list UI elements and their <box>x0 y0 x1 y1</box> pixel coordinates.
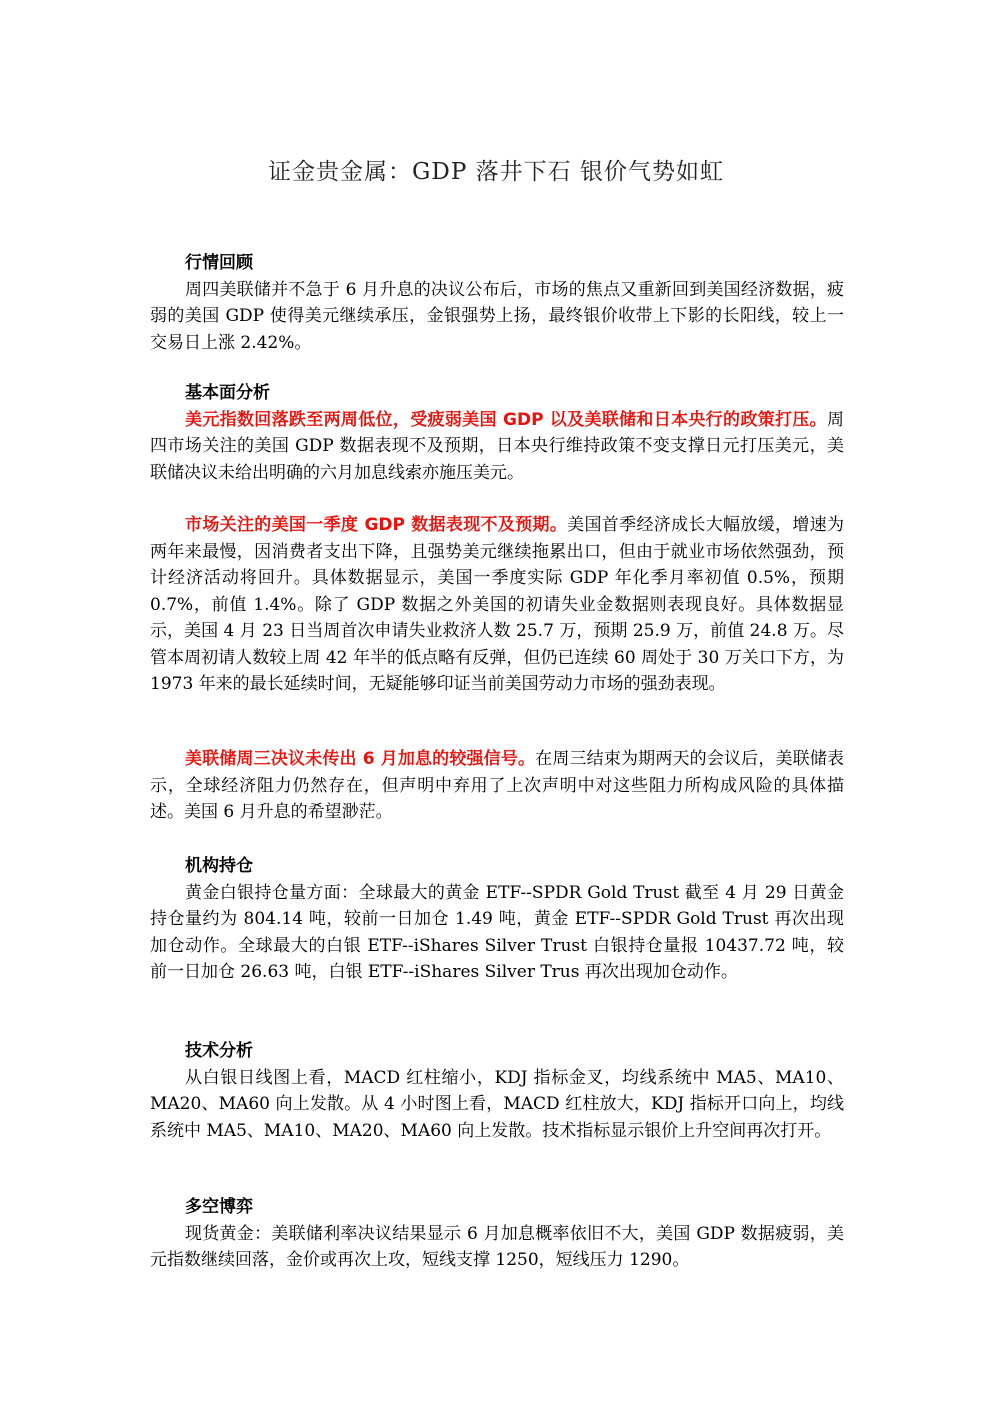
section-fed-decision <box>150 746 844 826</box>
fundamentals-body-text: 周四市场关注的美国 GDP 数据表现不及预期，日本央行维持政策不变支撑日元打压美元，美联储决议未给出明确的六月加息线索亦施压美元。 <box>150 409 844 483</box>
section-fundamentals <box>150 380 844 486</box>
gdp-lead-highlight: 市场关注的美国一季度 GDP 数据表现不及预期。 <box>185 515 568 535</box>
section-gdp <box>150 512 844 698</box>
holdings-paragraph: 黄金白银持仓量方面：全球最大的黄金 ETF--SPDR Gold Trust 截至 4 月 29 日黄金持仓量约为 804.14 吨，较前一日加仓 1.49 吨，黄金 ETF--SPDR Gold Trust 再次出现加仓动作。全球最大的白银 ETF--iShares Silver Trust 白银持仓量报 10437.72 吨，较前一日加仓 26.63 吨，白银 ETF--iShares Silver Trus 再次出现加仓动作。 <box>150 882 844 982</box>
fundamentals-lead-highlight: 美元指数回落跌至两周低位，受疲弱美国 GDP 以及美联储和日本央行的政策打压。 <box>185 409 827 430</box>
long-short-paragraph: 现货黄金：美联储利率决议结果显示 6 月加息概率依旧不大，美国 GDP 数据疲弱，美元指数继续回落，金价或再次上攻，短线支撑 1250，短线压力 1290。 <box>150 1223 844 1270</box>
gdp-body-text: 美国首季经济成长大幅放缓，增速为两年来最慢，因消费者支出下降，且强势美元继续拖累出口，但由于就业市场依然强劲，预计经济活动将回升。具体数据显示，美国一季度实际 GDP 年化季月率初值 0.5%，预期 0.7%，前值 1.4%。除了 GDP 数据之外美国的初请失业金数据则表现良好。具体数据显示，美国 4 月 23 日当周首次申请失业救济人数 25.7 万，预期 25.9 万，前值 24.8 万。尽管本周初请人数较上周 42 年半的低点略有反弹，但仍已连续 60 周处于 30 万关口下方，为 1973 年来的最长延续时间，无疑能够印证当前美国劳动力市场的强劲表现。 <box>150 515 844 694</box>
technical-paragraph: 从白银日线图上看，MACD 红柱缩小，KDJ 指标金叉，均线系统中 MA5、MA10、MA20、MA60 向上发散。从 4 小时图上看，MACD 红柱放大，KDJ 指标开口向上，均线系统中 MA5、MA10、MA20、MA60 向上发散。技术指标显示银价上升空间再次打开。 <box>150 1067 844 1141</box>
fundamentals-paragraph <box>150 407 844 487</box>
section-heading-holdings: 机构持仓 <box>185 856 253 876</box>
fed-body-text: 在周三结束为期两天的会议后，美联储表示，全球经济阻力仍然存在，但声明中弃用了上次声明中对这些阻力所构成风险的具体描述。美国 6 月升息的希望渺茫。 <box>150 749 845 822</box>
market-review-paragraph: 周四美联储并不急于 6 月升息的决议公布后，市场的焦点又重新回到美国经济数据，疲弱的美国 GDP 使得美元继续承压，金银强势上扬，最终银价收带上下影的长阳线，较上一交易日上涨 2.42%。 <box>150 279 844 353</box>
section-heading-long-short: 多空博弈 <box>185 1197 253 1217</box>
section-heading-market-review: 行情回顾 <box>185 253 253 273</box>
gdp-paragraph <box>150 512 844 698</box>
section-heading-technical: 技术分析 <box>185 1041 253 1061</box>
fed-lead-highlight: 美联储周三决议未传出 6 月加息的较强信号。 <box>185 749 536 769</box>
section-market-review <box>150 250 844 356</box>
section-long-short <box>150 1194 844 1274</box>
section-technical <box>150 1038 844 1144</box>
section-heading-fundamentals: 基本面分析 <box>185 383 270 403</box>
section-holdings <box>150 853 844 986</box>
fed-paragraph <box>150 746 844 826</box>
document-title: 证金贵金属：GDP 落井下石 银价气势如虹 <box>268 159 724 185</box>
